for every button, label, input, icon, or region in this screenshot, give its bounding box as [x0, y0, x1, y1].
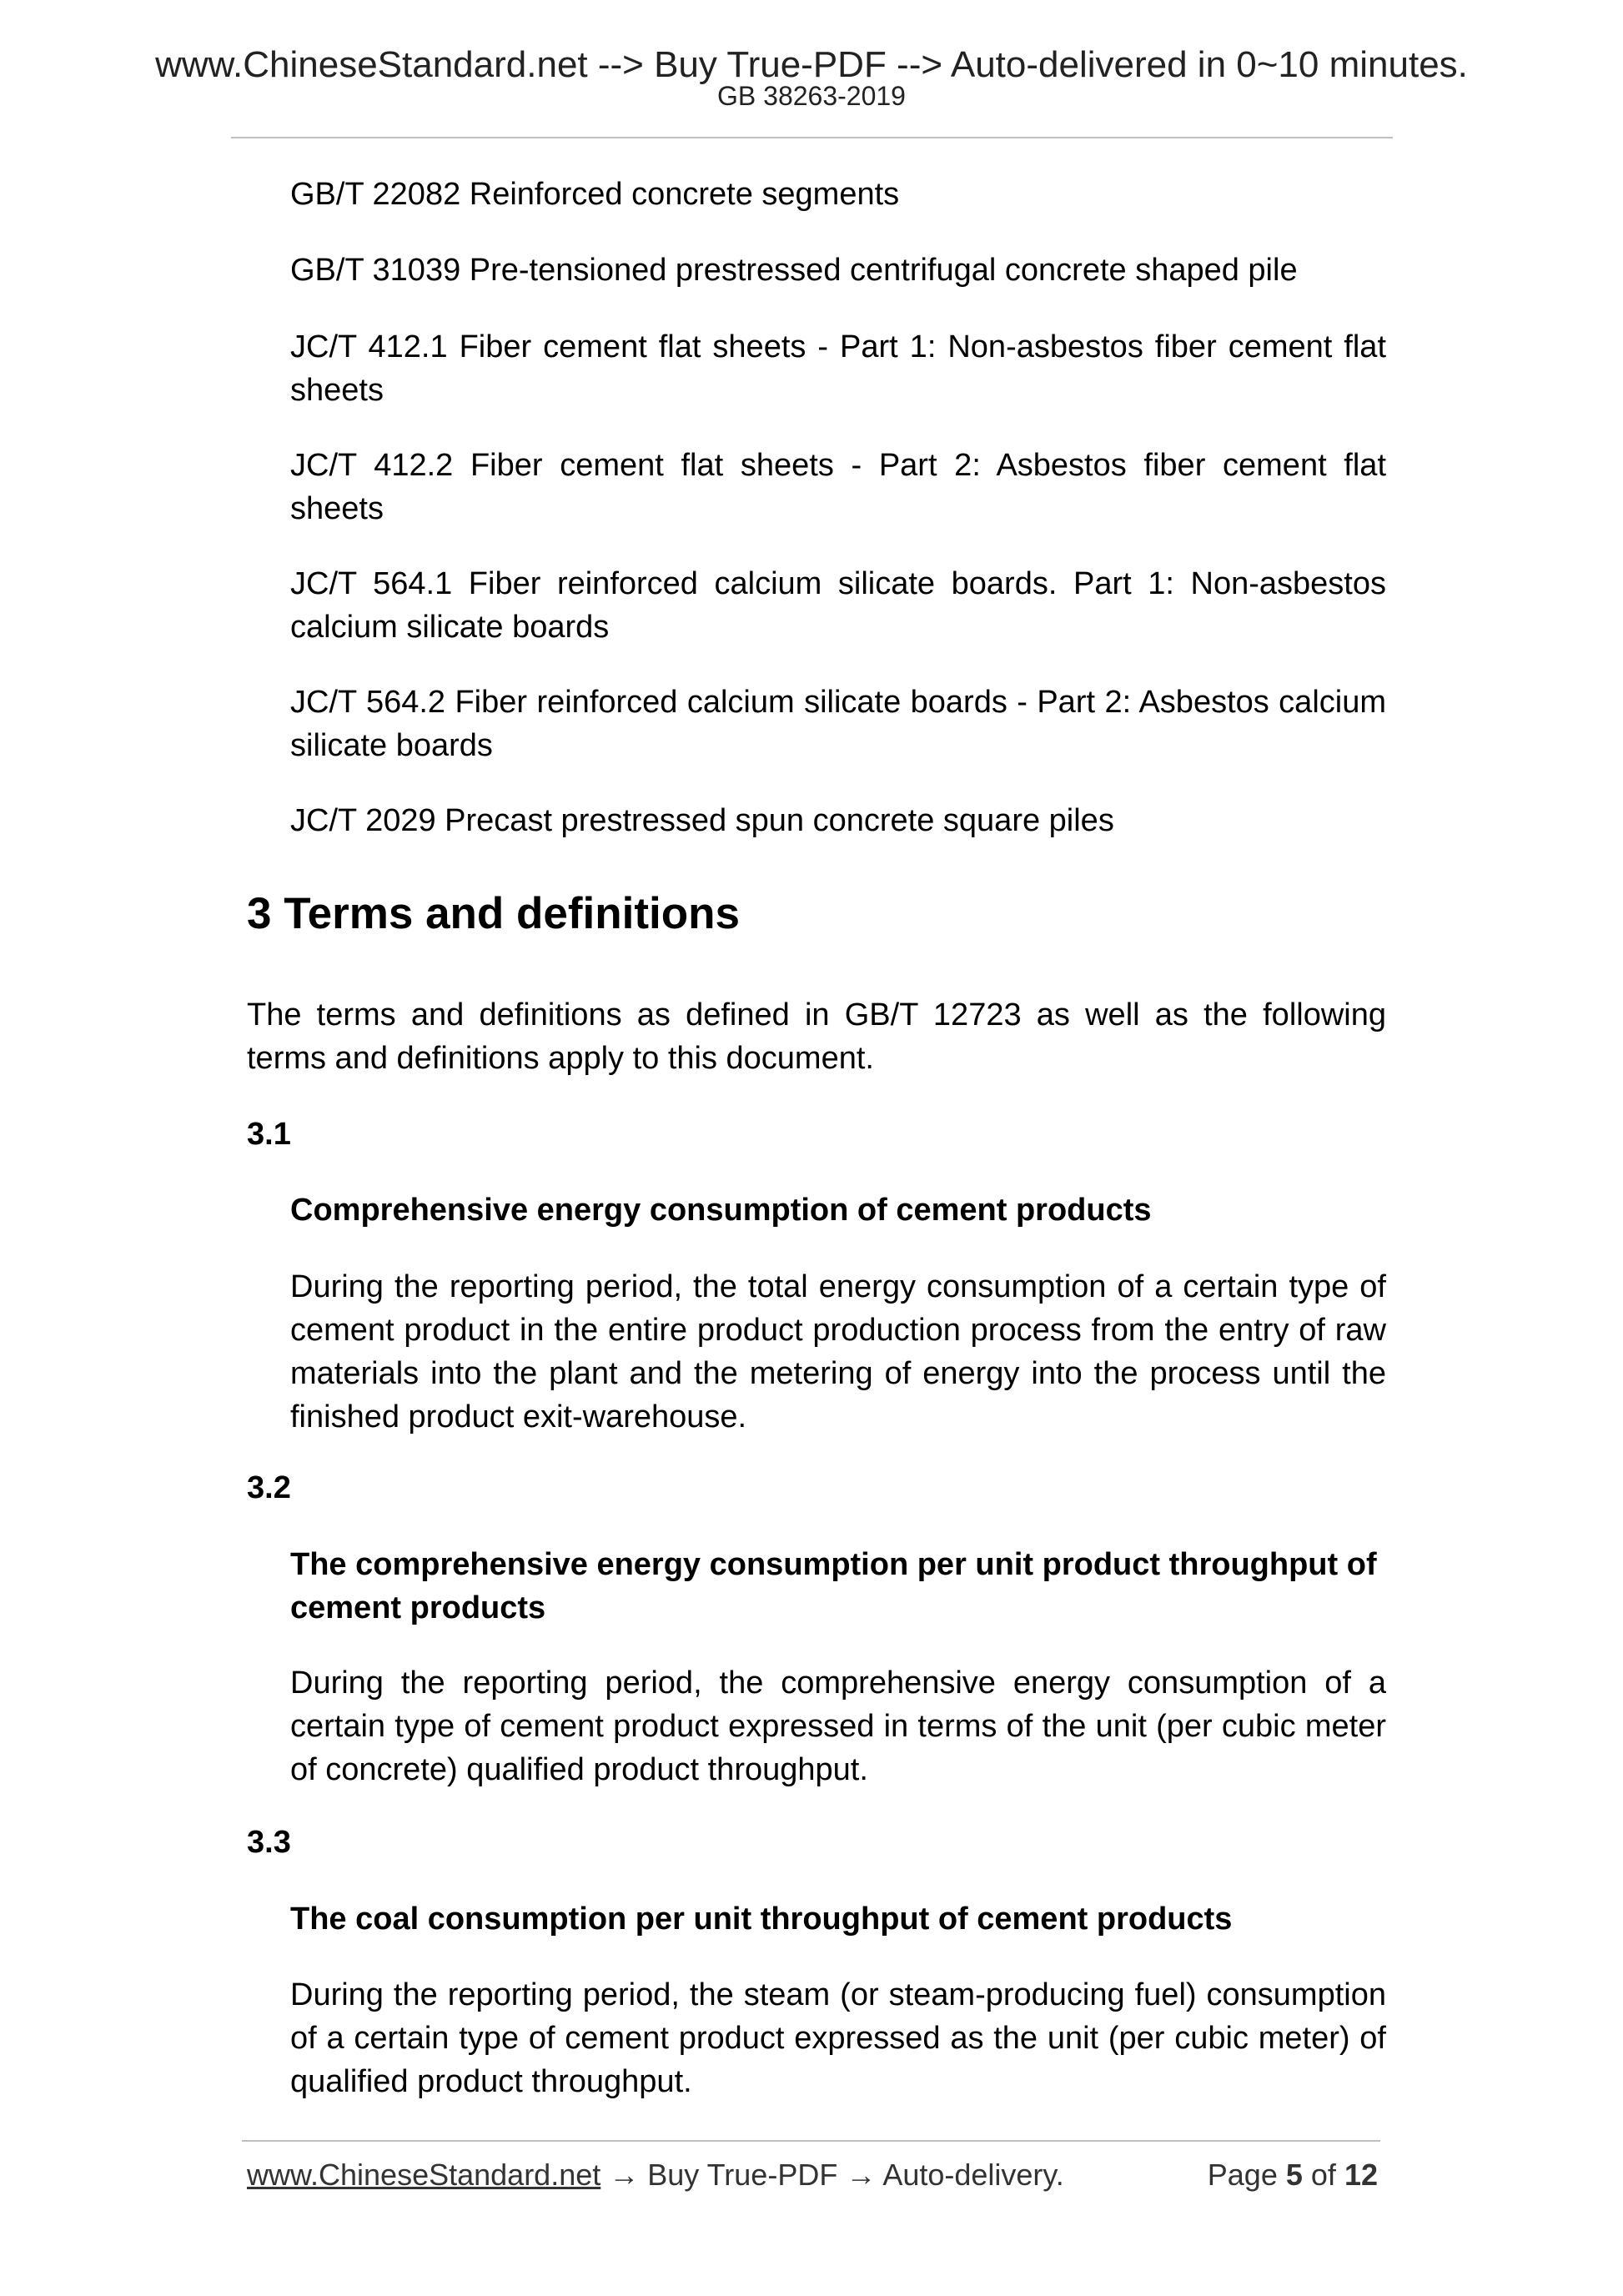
term-title: The comprehensive energy consumption per unit product throughput of cement products: [290, 1547, 1377, 1625]
reference-item: JC/T 412.2 Fiber cement flat sheets - Part 2: Asbestos fiber cement flat sheets: [290, 448, 1386, 526]
reference-item: JC/T 564.1 Fiber reinforced calcium silicate boards. Part 1: Non-asbestos calcium silicate boards: [290, 566, 1386, 645]
reference-item: JC/T 564.2 Fiber reinforced calcium silicate boards - Part 2: Asbestos calcium silicate boards: [290, 685, 1386, 763]
page-label: Page: [1207, 2158, 1278, 2192]
reference-item: JC/T 2029 Precast prestressed spun concrete square piles: [290, 803, 1114, 838]
document-code: GB 38263-2019: [717, 81, 906, 111]
term-title: The coal consumption per unit throughput of cement products: [290, 1902, 1233, 1937]
reference-item: GB/T 22082 Reinforced concrete segments: [290, 177, 900, 212]
term-definition: During the reporting period, the steam (or steam-producing fuel) consumption of a certain type of cement product expressed as the unit (per cubic meter) of qualified product throughput.: [290, 1977, 1386, 2099]
footer-links: [247, 2155, 1064, 2195]
of-label: of: [1310, 2158, 1336, 2192]
section-intro: The terms and definitions as defined in GB/T 12723 as well as the following terms and definitions apply to this document.: [247, 997, 1386, 1076]
footer-tail-text: → Buy True-PDF → Auto-delivery.: [600, 2158, 1064, 2192]
top-banner: www.ChineseStandard.net --> Buy True-PDF --> Auto-delivered in 0~10 minutes.: [155, 44, 1468, 85]
clause-number: 3.1: [247, 1117, 291, 1152]
page-total: 12: [1344, 2158, 1378, 2192]
term-title: Comprehensive energy consumption of cement products: [290, 1193, 1152, 1228]
page-indicator: [1208, 2155, 1378, 2195]
term-definition: During the reporting period, the comprehensive energy consumption of a certain type of cement product expressed in terms of the unit (per cubic meter of concrete) qualified product throughput.: [290, 1665, 1386, 1787]
clause-number: 3.2: [247, 1470, 291, 1505]
reference-item: GB/T 31039 Pre-tensioned prestressed centrifugal concrete shaped pile: [290, 253, 1298, 288]
section-heading: 3 Terms and definitions: [247, 889, 740, 938]
footer-divider: [242, 2140, 1380, 2142]
footer-site-link[interactable]: www.ChineseStandard.net: [247, 2158, 601, 2192]
header-divider: [231, 137, 1393, 138]
reference-item: JC/T 412.1 Fiber cement flat sheets - Part 1: Non-asbestos fiber cement flat sheets: [290, 329, 1386, 408]
term-definition: During the reporting period, the total energy consumption of a certain type of cement product in the entire product production process from the entry of raw materials into the plant and the metering of energy into the process until the finished product exit-warehouse.: [290, 1269, 1386, 1434]
page-number: 5: [1285, 2158, 1303, 2192]
clause-number: 3.3: [247, 1825, 291, 1860]
